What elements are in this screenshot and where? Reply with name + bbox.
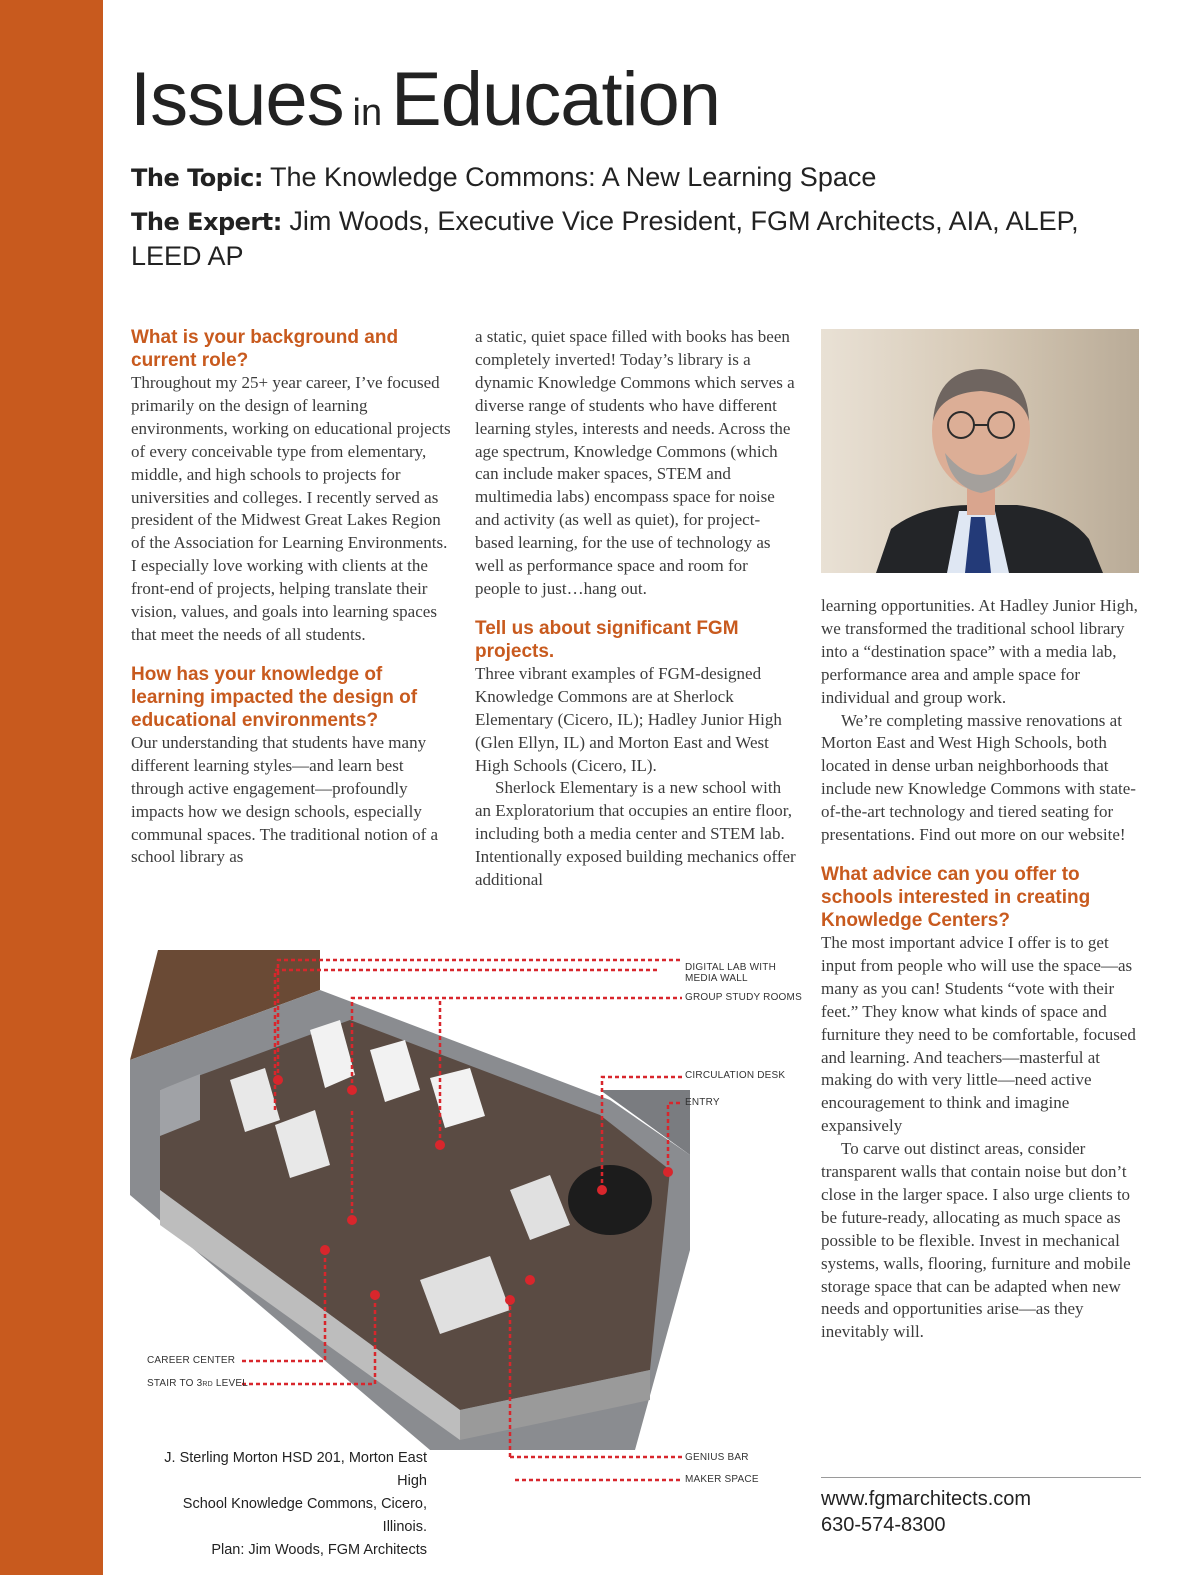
answer-projects-continued: learning opportunities. At Hadley Junior High, we transformed the traditional school library into a “destination space” with a media lab, performance area and ample space for individual and group work. [821,596,1138,707]
question-knowledge: How has your knowledge of learning impacted the design of educational environments? [131,663,418,731]
label-entry: ENTRY [685,1097,720,1108]
title-issues: Issues [130,57,344,142]
label-maker-space: MAKER SPACE [685,1474,759,1485]
topic-line [131,160,876,195]
topic-label: The Topic: [131,164,263,192]
caption-line-1: J. Sterling Morton HSD 201, Morton East High [164,1450,427,1489]
caption-line-2: School Knowledge Commons, Cicero, Illinois. [182,1496,427,1535]
column-2 [475,326,797,892]
question-background: What is your background and current role? [131,327,399,371]
title-education: Education [391,57,721,142]
expert-text: Jim Woods, Executive Vice President, FGM Architects, AIA, ALEP, LEED AP [131,206,1079,271]
expert-label: The Expert: [131,208,282,236]
accent-sidebar [0,0,103,1575]
label-circulation-desk: CIRCULATION DESK [685,1070,786,1081]
label-stair [147,1378,248,1390]
answer-background: Throughout my 25+ year career, I’ve focused primarily on the design of learning environments, working on educational projects of every conceivable type from elementary, middle, and high schools to projects for universities and colleges. I recently served as president of the Midwest Great Lakes Region of the Association for Learning Environments. I especially love working with clients at the front-end of projects, helping translate their vision, values, and goals into learning spaces that meet the needs of all students. [131,373,451,644]
answer-projects-p2: Sherlock Elementary is a new school with an Exploratorium that occupies an entire floor, including both a media center and STEM lab. Intentionally exposed building mechanics offer additional [475,778,796,890]
topic-text: The Knowledge Commons: A New Learning Space [270,162,877,192]
phone-number: 630-574-8300 [821,1514,946,1536]
column-3 [821,595,1139,1344]
answer-knowledge-continued: a static, quiet space filled with books has been completely inverted! Today’s library is a dynamic Knowledge Commons which serves a diverse range of students who have different learning styles, interests and needs. Across the age spectrum, Knowledge Commons (which can include maker spaces, STEM and multimedia labs) encompass space for noise and activity (as well as quiet), for project-based learning, for the use of technology as well as performance space and room for people to just…hang out. [475,327,795,598]
question-projects: Tell us about significant FGM projects. [475,617,739,662]
answer-advice-p1: The most important advice I offer is to get input from people who will use the space—as many as you can! Students “vote with their feet.” They know what kinds of space and furniture they need to be comfortable, focused and learning. And teachers—masterful at making do with very little—need active encouragement to think and imagine expansively [821,932,1136,1136]
portrait-photo [821,329,1139,573]
column-1 [131,326,451,869]
label-stair-text: STAIR TO 3 [147,1378,203,1389]
divider-rule [821,1477,1141,1478]
contact-block [821,1486,1031,1538]
label-digital-lab-line2: MEDIA WALL [685,973,748,984]
label-digital-lab-line1: DIGITAL LAB WITH [685,962,776,973]
label-digital-lab [685,962,776,984]
page-title [130,56,720,143]
answer-projects-p3: We’re completing massive renovations at Morton East and West High Schools, both located in dense urban neighborhoods that include new Knowledge Commons with state-of-the-art technology and tiered seating for presentations. Find out more on our website! [821,710,1136,845]
plan-caption [135,1447,427,1562]
plan-callouts [130,950,690,1490]
label-group-study: GROUP STUDY ROOMS [685,992,802,1003]
expert-line [131,204,1141,273]
answer-projects-p1: Three vibrant examples of FGM-designed Knowledge Commons are at Sherlock Elementary (Cicero, IL); Hadley Junior High (Glen Ellyn, IL) and Morton East and West High Schools (Cicero, IL). [475,663,782,775]
website-link[interactable]: www.fgmarchitects.com [821,1488,1032,1510]
question-advice: What advice can you offer to schools interested in creating Knowledge Centers? [821,863,1091,931]
label-career-center: CAREER CENTER [147,1355,236,1366]
label-stair-superscript: RD [202,1381,213,1388]
answer-knowledge: Our understanding that students have many different learning styles—and learn best through active engagement—profoundly impacts how we design schools, especially communal spaces. The traditional notion of a school library as [131,732,439,867]
answer-advice-p2: To carve out distinct areas, consider transparent walls that contain noise but don’t close in the larger space. I also urge clients to be future-ready, allocating as much space as possible to be flexible. Invest in mechanical systems, walls, flooring, furniture and mobile storage space that can be adapted when new needs and opportunities arise—as they inevitably will. [821,1139,1131,1342]
label-genius-bar: GENIUS BAR [685,1452,749,1463]
label-stair-level: LEVEL [212,1378,248,1389]
caption-line-3: Plan: Jim Woods, FGM Architects [211,1542,427,1558]
title-in: in [352,92,383,134]
